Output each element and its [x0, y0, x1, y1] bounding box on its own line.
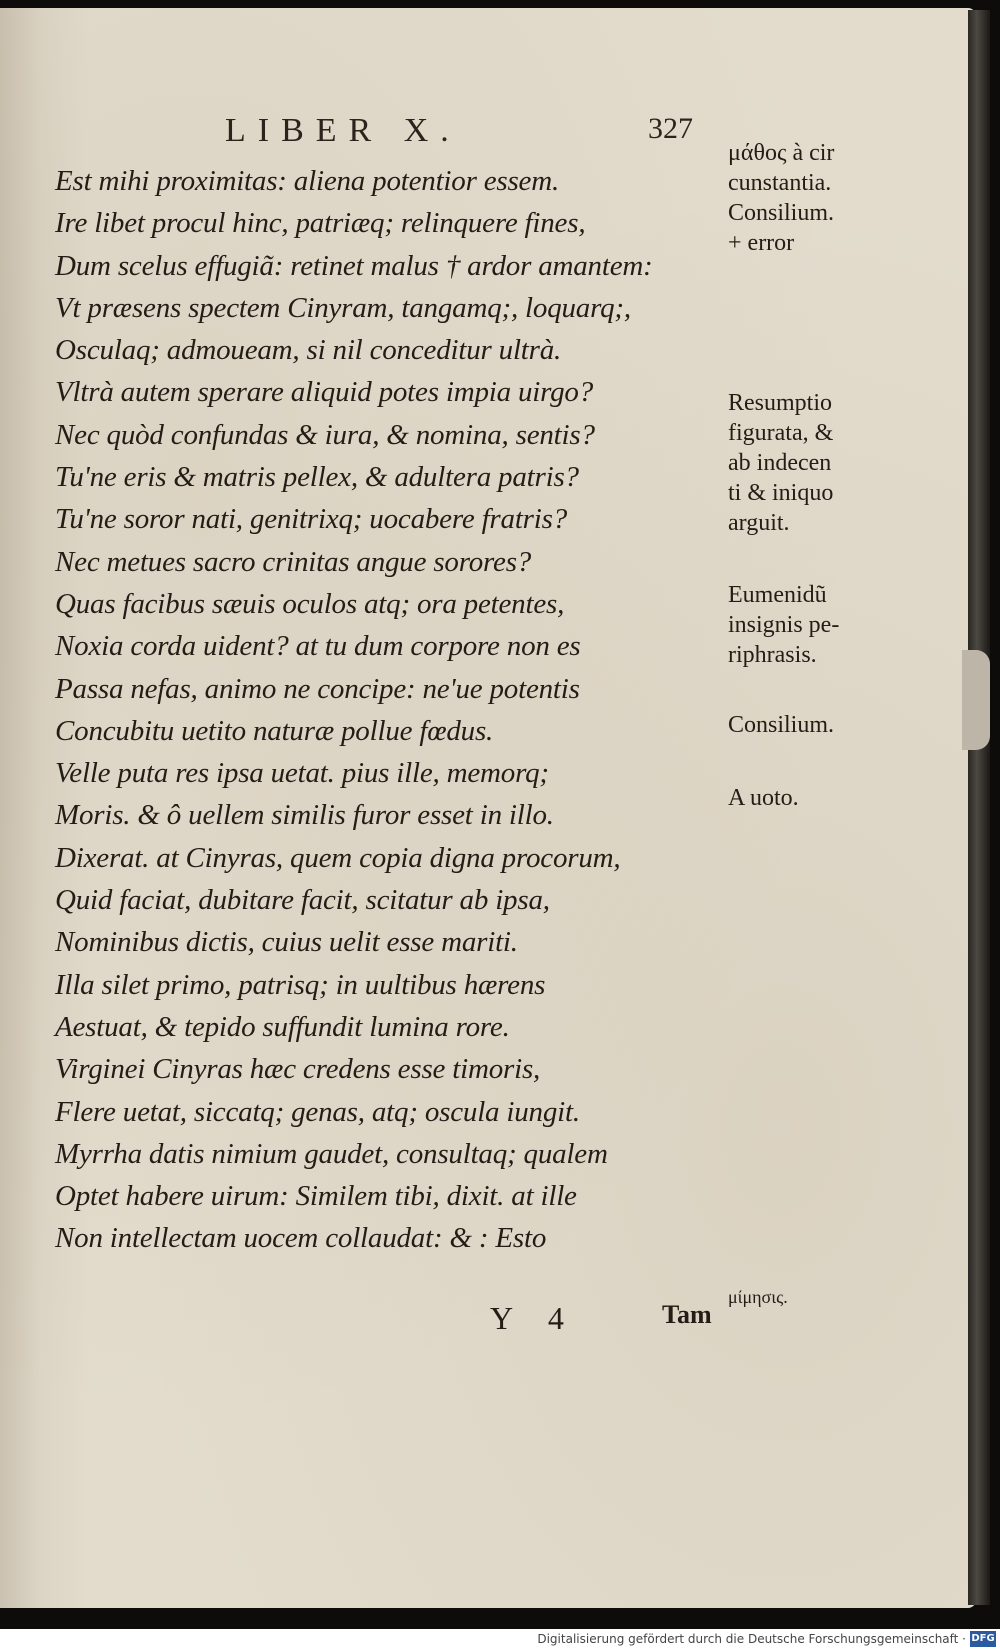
gloss-line: A uoto.	[728, 785, 799, 811]
gloss-line: + error	[728, 230, 795, 256]
verse-block	[55, 160, 735, 1260]
verse-line: Illa silet primo, patrisq; in uultibus hærens	[55, 968, 546, 1001]
digitization-credit: Digitalisierung gefördert durch die Deutsche Forschungsgemeinschaft ·	[537, 1632, 966, 1646]
bookmark-tab	[962, 650, 990, 750]
gloss-line: ti & iniquo	[728, 480, 834, 506]
gloss-line: Resumptio	[728, 390, 833, 416]
verse-line: Moris. & ô uellem similis furor esset in illo.	[55, 799, 554, 832]
marginal-gloss	[728, 388, 888, 538]
gloss-line: Consilium.	[728, 712, 835, 738]
dfg-logo: DFG	[970, 1631, 996, 1647]
marginal-gloss	[728, 710, 888, 740]
gloss-line: figurata, &	[728, 420, 834, 446]
marginal-gloss	[728, 580, 888, 670]
verse-line: Passa nefas, animo ne concipe: ne'ue potentis	[55, 672, 580, 705]
verse-line: Quas facibus sæuis oculos atq; ora petentes,	[55, 587, 565, 620]
gloss-line: ab indecen	[728, 450, 832, 476]
verse-line: Quid faciat, dubitare facit, scitatur ab ipsa,	[55, 884, 550, 917]
verse-line: Dum scelus effugiã: retinet malus † ardor amantem:	[55, 249, 653, 282]
verse-line: Aestuat, & tepido suffundit lumina rore.	[55, 1010, 510, 1043]
verse-line: Nec quòd confundas & iura, & nomina, sentis?	[55, 418, 595, 451]
verse-line: Noxia corda uident? at tu dum corpore non es	[55, 630, 581, 663]
marginal-gloss	[728, 783, 888, 813]
digitization-footer	[0, 1629, 1000, 1651]
verse-line: Flere uetat, siccatq; genas, atq; oscula iungit.	[55, 1095, 580, 1128]
verse-line: Virginei Cinyras hæc credens esse timoris,	[55, 1053, 541, 1086]
verse-line: Osculaq; admoueam, si nil conceditur ultrà.	[55, 334, 562, 367]
verse-line: Dixerat. at Cinyras, quem copia digna procorum,	[55, 841, 621, 874]
signature-mark: Y 4	[490, 1300, 578, 1336]
verse-line: Nec metues sacro crinitas angue sorores?	[55, 545, 532, 578]
gloss-line: μάθος à cir	[728, 140, 835, 166]
verse-line: Ire libet procul hinc, patriæq; relinquere fines,	[55, 207, 586, 240]
verse-line: Vt præsens spectem Cinyram, tangamq;, loquarq;,	[55, 291, 631, 324]
gloss-line: riphrasis.	[728, 642, 817, 668]
running-title: LIBER X.	[225, 112, 461, 149]
verse-line: Concubitu uetito naturæ pollue fœdus.	[55, 714, 494, 747]
catchword: Tam	[662, 1300, 712, 1329]
verse-line: Tu'ne soror nati, genitrixq; uocabere fratris?	[55, 503, 568, 536]
verse-line: Velle puta res ipsa uetat. pius ille, memorq;	[55, 757, 549, 790]
verse-line: Nominibus dictis, cuius uelit esse mariti.	[55, 926, 518, 959]
verse-line: Tu'ne eris & matris pellex, & adultera patris?	[55, 461, 579, 494]
verse-line: Non intellectam uocem collaudat: & : Esto	[55, 1222, 547, 1255]
gloss-line: arguit.	[728, 510, 790, 536]
folio-number: 327	[648, 112, 693, 145]
gloss-line: insignis pe-	[728, 612, 840, 638]
gloss-line: Consilium.	[728, 200, 835, 226]
marginal-gloss	[728, 1282, 888, 1312]
gloss-line: μίμησις.	[728, 1287, 788, 1307]
book-edge	[968, 10, 990, 1605]
verse-line: Est mihi proximitas: aliena potentior essem.	[55, 165, 560, 197]
marginal-gloss	[728, 138, 888, 258]
verse-line: Optet habere uirum: Similem tibi, dixit. at ille	[55, 1180, 577, 1213]
verse-line: Vltrà autem sperare aliquid potes impia uirgo?	[55, 376, 594, 409]
gloss-line: cunstantia.	[728, 170, 832, 196]
verse-line: Myrrha datis nimium gaudet, consultaq; qualem	[55, 1137, 608, 1170]
gloss-line: Eumenidũ	[728, 582, 827, 608]
